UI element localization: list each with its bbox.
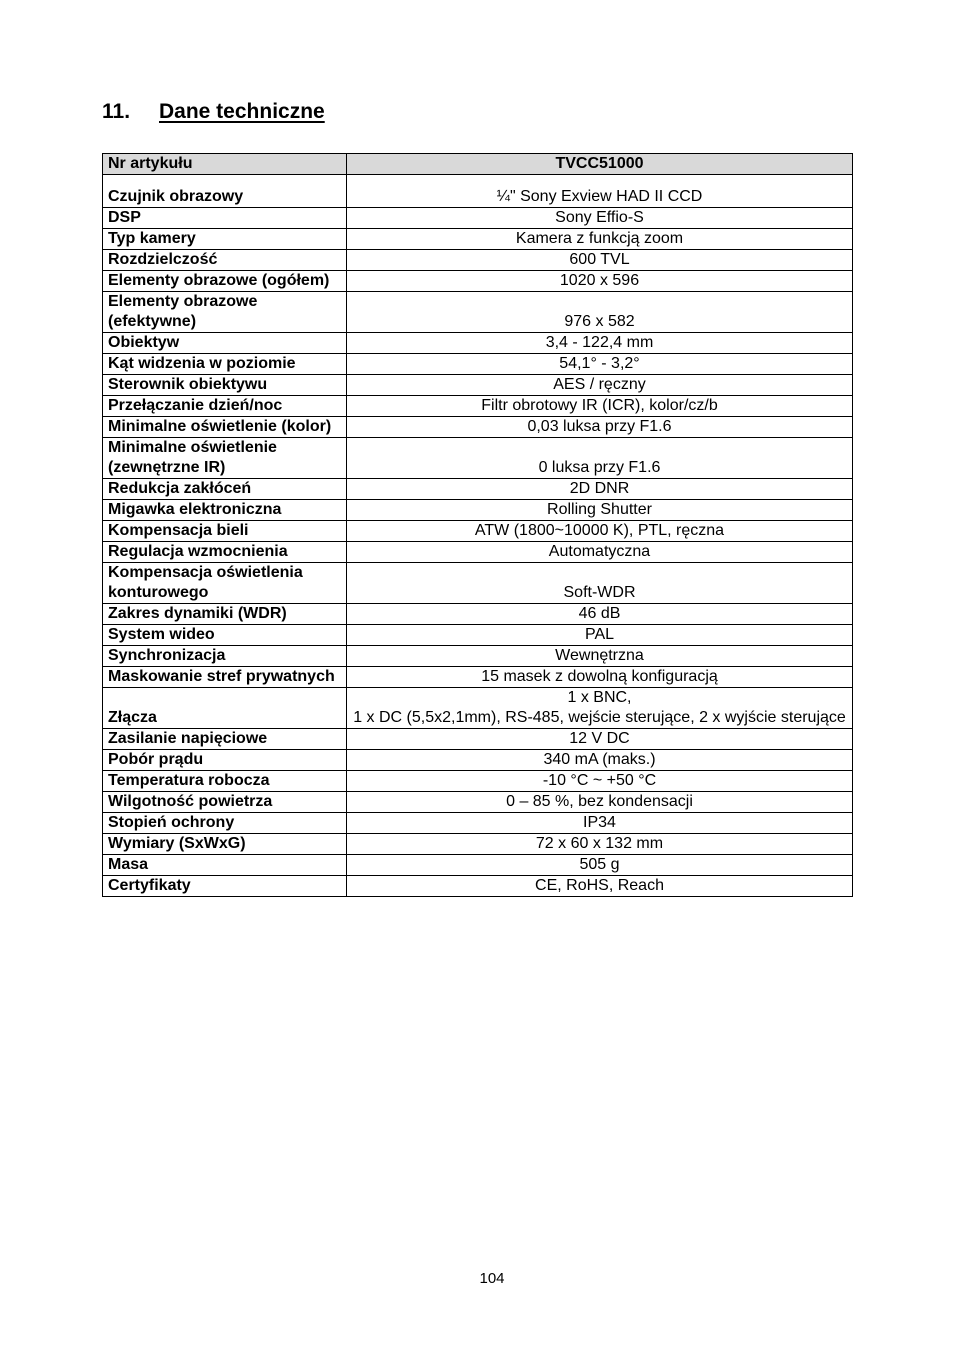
spec-value-line: Automatyczna xyxy=(548,543,651,560)
section-title: Dane techniczne xyxy=(159,100,325,123)
spec-label-cell: Złącza xyxy=(103,688,347,729)
spec-value-line: Kamera z funkcją zoom xyxy=(515,230,684,247)
spec-value-line: 340 mA (maks.) xyxy=(543,751,656,768)
spec-value-line: 2D DNR xyxy=(569,480,630,497)
spec-value-cell xyxy=(347,688,853,729)
spec-value-line: -10 °C ~ +50 °C xyxy=(542,772,657,789)
spec-label-cell: Kąt widzenia w poziomie xyxy=(103,354,347,375)
specifications-table xyxy=(102,153,853,897)
spec-value-cell xyxy=(347,876,853,897)
spec-value-cell xyxy=(347,667,853,688)
table-header-row xyxy=(103,154,853,175)
table-row xyxy=(103,792,853,813)
table-row xyxy=(103,396,853,417)
spec-value-line: Filtr obrotowy IR (ICR), kolor/cz/b xyxy=(481,397,718,414)
table-row xyxy=(103,175,853,208)
table-row xyxy=(103,876,853,897)
spec-label-cell: Regulacja wzmocnienia xyxy=(103,542,347,563)
spec-label-cell: Temperatura robocza xyxy=(103,771,347,792)
spec-value-line: AES / ręczny xyxy=(553,376,646,393)
spec-value-cell xyxy=(347,208,853,229)
table-row xyxy=(103,292,853,333)
spec-value-line: 54,1° - 3,2° xyxy=(559,355,640,372)
spec-value-line: Rolling Shutter xyxy=(547,501,652,518)
spec-value-line: 46 dB xyxy=(578,605,621,622)
table-row xyxy=(103,250,853,271)
page-number: 104 xyxy=(479,1270,505,1287)
spec-value-cell xyxy=(347,750,853,771)
spec-value-cell xyxy=(347,375,853,396)
spec-value-cell xyxy=(347,813,853,834)
spec-label-cell: Redukcja zakłóceń xyxy=(103,479,347,500)
table-row xyxy=(103,563,853,604)
table-row xyxy=(103,834,853,855)
spec-value-cell xyxy=(347,542,853,563)
spec-value-line: 600 TVL xyxy=(569,251,630,268)
spec-value-cell xyxy=(347,646,853,667)
spec-value-line: 1 x DC (5,5x2,1mm), RS-485, wejście sterujące, 2 x wyjście sterujące xyxy=(353,709,846,726)
spec-label-cell: Zasilanie napięciowe xyxy=(103,729,347,750)
spec-value-line: IP34 xyxy=(583,814,616,831)
header-value-cell: TVCC51000 xyxy=(347,154,853,175)
spec-value-cell xyxy=(347,175,853,208)
table-row xyxy=(103,271,853,292)
spec-value-line: 0,03 luksa przy F1.6 xyxy=(527,418,672,435)
spec-value-line: ATW (1800~10000 K), PTL, ręczna xyxy=(474,522,725,539)
spec-value-cell xyxy=(347,354,853,375)
spec-label-cell: Masa xyxy=(103,855,347,876)
spec-label-cell: Wymiary (SxWxG) xyxy=(103,834,347,855)
table-row xyxy=(103,229,853,250)
spec-value-line: 1 x BNC, xyxy=(567,689,632,706)
spec-label-cell: Pobór prądu xyxy=(103,750,347,771)
spec-value-cell xyxy=(347,292,853,333)
spec-label-cell: Kompensacja oświetlenia konturowego xyxy=(103,563,347,604)
spec-value-line: CE, RoHS, Reach xyxy=(535,877,664,894)
table-row xyxy=(103,521,853,542)
table-row xyxy=(103,354,853,375)
table-row xyxy=(103,625,853,646)
spec-value-cell xyxy=(347,771,853,792)
table-row xyxy=(103,667,853,688)
table-row xyxy=(103,479,853,500)
spec-value-line: PAL xyxy=(584,626,615,643)
spec-value-line: 505 g xyxy=(579,856,620,873)
spec-value-line: 3,4 - 122,4 mm xyxy=(545,334,654,351)
spec-value-cell xyxy=(347,563,853,604)
spec-label-cell: Minimalne oświetlenie (zewnętrzne IR) xyxy=(103,438,347,479)
spec-label-cell: Zakres dynamiki (WDR) xyxy=(103,604,347,625)
table-row xyxy=(103,375,853,396)
table-row xyxy=(103,500,853,521)
spec-label-cell: Elementy obrazowe (ogółem) xyxy=(103,271,347,292)
table-row xyxy=(103,646,853,667)
table-row xyxy=(103,604,853,625)
specifications-table-body xyxy=(103,154,853,897)
table-row xyxy=(103,208,853,229)
spec-value-cell xyxy=(347,250,853,271)
spec-value-line: 1020 x 596 xyxy=(559,272,640,289)
spec-value-line: Soft-WDR xyxy=(563,584,636,601)
header-label-cell: Nr artykułu xyxy=(103,154,347,175)
spec-value-line: 0 – 85 %, bez kondensacji xyxy=(506,793,693,810)
spec-value-line: Wewnętrzna xyxy=(555,647,644,664)
table-row xyxy=(103,729,853,750)
table-row xyxy=(103,438,853,479)
section-number: 11. xyxy=(102,100,131,123)
spec-label-cell: Minimalne oświetlenie (kolor) xyxy=(103,417,347,438)
spec-label-cell: Migawka elektroniczna xyxy=(103,500,347,521)
spec-value-line: 12 V DC xyxy=(569,730,630,747)
spec-label-cell: Elementy obrazowe (efektywne) xyxy=(103,292,347,333)
table-row xyxy=(103,688,853,729)
spec-label-cell: Certyfikaty xyxy=(103,876,347,897)
spec-value-line: 0 luksa przy F1.6 xyxy=(538,459,661,476)
table-row xyxy=(103,855,853,876)
spec-label-cell: Stopień ochrony xyxy=(103,813,347,834)
spec-value-cell xyxy=(347,855,853,876)
spec-label-cell: DSP xyxy=(103,208,347,229)
spec-label-cell: Rozdzielczość xyxy=(103,250,347,271)
spec-value-cell xyxy=(347,271,853,292)
spec-value-line: 976 x 582 xyxy=(564,313,635,330)
table-row xyxy=(103,771,853,792)
spec-value-cell xyxy=(347,333,853,354)
spec-value-cell xyxy=(347,625,853,646)
section-heading xyxy=(102,98,325,126)
spec-label-cell: Wilgotność powietrza xyxy=(103,792,347,813)
spec-label-cell: Czujnik obrazowy xyxy=(103,175,347,208)
table-row xyxy=(103,542,853,563)
spec-value-cell xyxy=(347,834,853,855)
spec-label-cell: System wideo xyxy=(103,625,347,646)
spec-value-cell xyxy=(347,729,853,750)
table-row xyxy=(103,333,853,354)
spec-value-cell xyxy=(347,604,853,625)
spec-value-cell xyxy=(347,417,853,438)
table-row xyxy=(103,750,853,771)
spec-label-cell: Kompensacja bieli xyxy=(103,521,347,542)
spec-label-cell: Sterownik obiektywu xyxy=(103,375,347,396)
table-row xyxy=(103,417,853,438)
spec-value-line: Sony Effio-S xyxy=(555,209,644,226)
spec-value-line: ¼" Sony Exview HAD II CCD xyxy=(496,188,703,205)
spec-value-line: 15 masek z dowolną konfiguracją xyxy=(481,668,718,685)
spec-value-cell xyxy=(347,229,853,250)
spec-value-cell xyxy=(347,479,853,500)
spec-label-cell: Przełączanie dzień/noc xyxy=(103,396,347,417)
spec-value-cell xyxy=(347,438,853,479)
spec-value-cell xyxy=(347,521,853,542)
spec-label-cell: Synchronizacja xyxy=(103,646,347,667)
spec-label-cell: Maskowanie stref prywatnych xyxy=(103,667,347,688)
spec-value-cell xyxy=(347,396,853,417)
spec-value-cell xyxy=(347,500,853,521)
spec-label-cell: Obiektyw xyxy=(103,333,347,354)
spec-value-cell xyxy=(347,792,853,813)
table-row xyxy=(103,813,853,834)
spec-value-line: 72 x 60 x 132 mm xyxy=(535,835,664,852)
spec-label-cell: Typ kamery xyxy=(103,229,347,250)
